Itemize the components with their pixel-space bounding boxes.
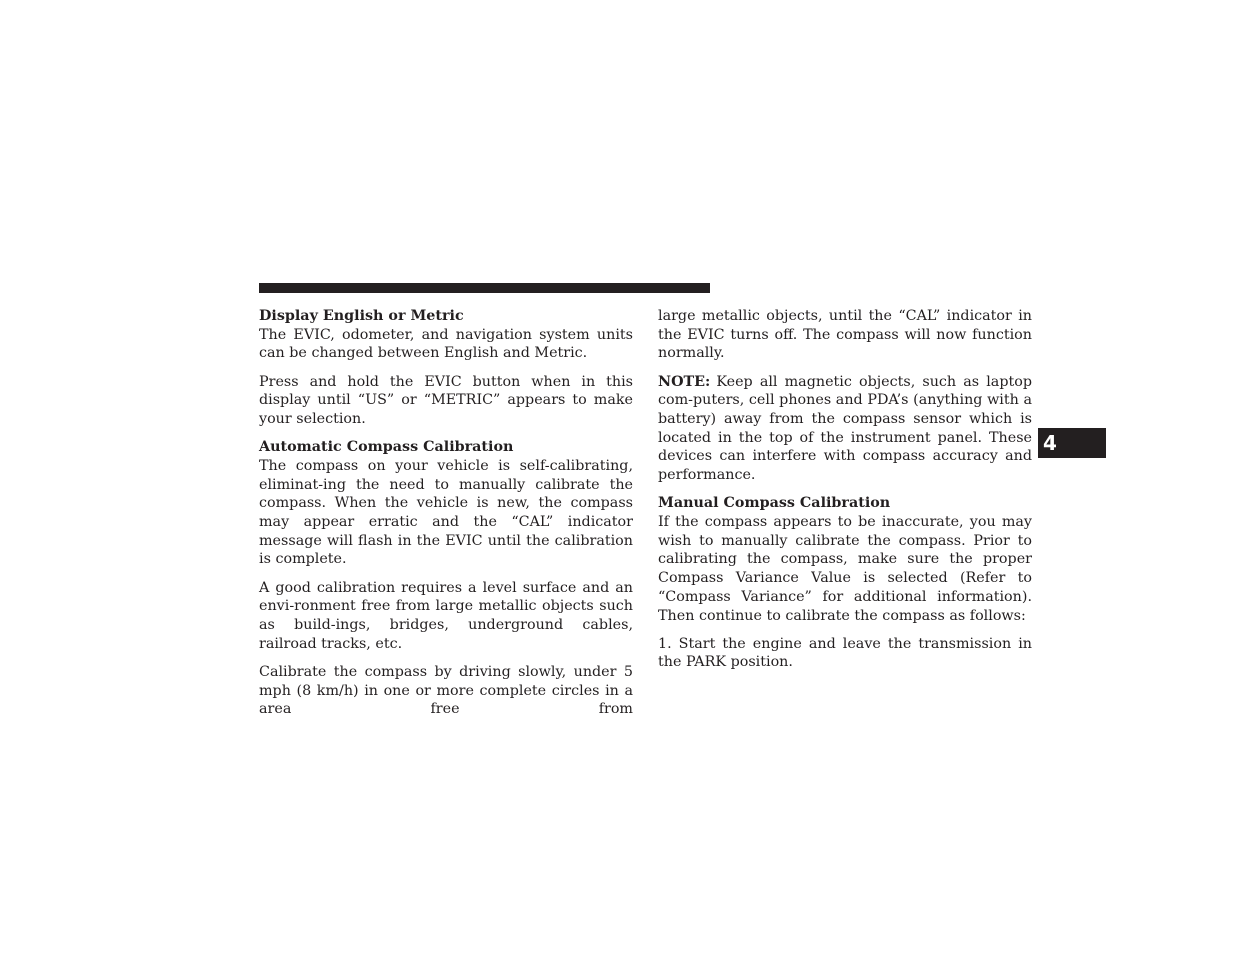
step-item: 1. Start the engine and leave the transmission in the PARK position. bbox=[658, 635, 1032, 671]
section-heading-manual-calibration: Manual Compass Calibration bbox=[658, 495, 891, 512]
note-text: Keep all magnetic objects, such as laptop com-puters, cell phones and PDA’s (anything with a battery) away from the compass sensor which is located in the top of the instrument panel. These devices can interfere with compass accuracy and performance. bbox=[658, 373, 1032, 484]
paragraph: The EVIC, odometer, and navigation system units can be changed between English and Metric. bbox=[259, 326, 633, 362]
section-heading-display-units: Display English or Metric bbox=[259, 308, 464, 324]
chapter-tab bbox=[1038, 428, 1106, 458]
note-paragraph bbox=[658, 373, 1032, 485]
chapter-number: 4 bbox=[1043, 431, 1057, 455]
paragraph: large metallic objects, until the “CAL” indicator in the EVIC turns off. The compass will now function normally. bbox=[658, 308, 1032, 362]
header-rule bbox=[259, 283, 710, 293]
right-column bbox=[658, 307, 1032, 682]
paragraph: The compass on your vehicle is self-calibrating, eliminat-ing the need to manually calibrate the compass. When the vehicle is new, the compass may appear erratic and the “CAL” indicator message will flash in the EVIC until the calibration is complete. bbox=[259, 457, 633, 568]
paragraph: Press and hold the EVIC button when in this display until “US” or “METRIC” appears to make your selection. bbox=[259, 373, 633, 428]
left-column bbox=[259, 307, 633, 729]
section-heading-auto-calibration: Automatic Compass Calibration bbox=[259, 439, 514, 456]
paragraph: If the compass appears to be inaccurate, you may wish to manually calibrate the compass. Prior to calibrating the compass, make sure the proper Compass Variance Value is selected (Refer to “Compass Variance” for additional information). Then continue to calibrate the compass as follows: bbox=[658, 514, 1032, 624]
paragraph: Calibrate the compass by driving slowly, under 5 mph (8 km/h) in one or more complete circles in a area free from bbox=[259, 663, 633, 718]
note-label: NOTE: bbox=[658, 373, 711, 390]
paragraph: A good calibration requires a level surface and an envi-ronment free from large metallic objects such as build-ings, bridges, underground cables, railroad tracks, etc. bbox=[259, 579, 633, 652]
